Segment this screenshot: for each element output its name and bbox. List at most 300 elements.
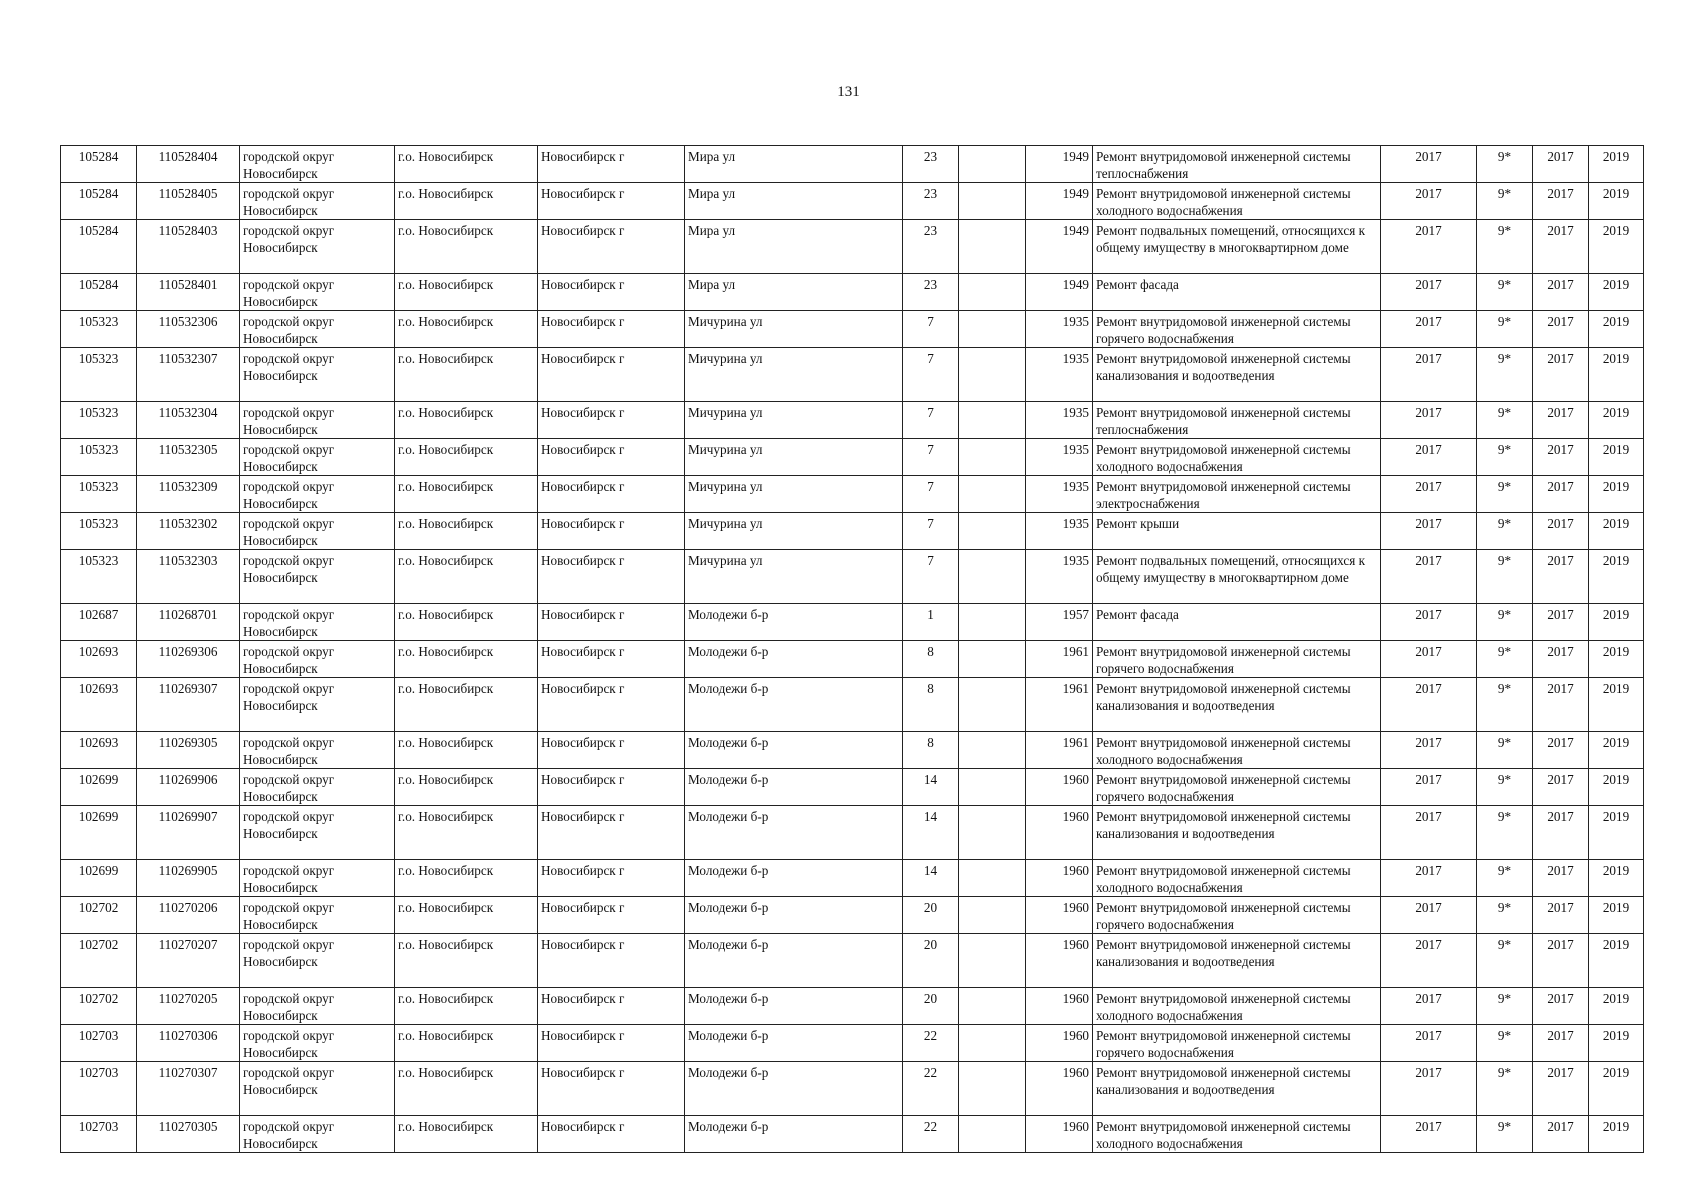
locality-cell: Новосибирск г xyxy=(538,183,685,220)
locality-cell: Новосибирск г xyxy=(538,146,685,183)
build-year-cell: 1961 xyxy=(1026,641,1093,678)
table-row xyxy=(61,274,1644,311)
house-number-cell: 14 xyxy=(903,806,959,860)
repair-register-table xyxy=(60,145,1644,1153)
build-year-cell: 1957 xyxy=(1026,604,1093,641)
street-cell: Молодежи б-р xyxy=(685,988,903,1025)
house-id-cell: 102699 xyxy=(61,769,137,806)
house-number-cell: 1 xyxy=(903,604,959,641)
house-id-cell: 105284 xyxy=(61,220,137,274)
plan-year-cell: 2017 xyxy=(1381,988,1477,1025)
build-year-cell: 1949 xyxy=(1026,183,1093,220)
end-year-cell: 2019 xyxy=(1589,348,1644,402)
plan-year-cell: 2017 xyxy=(1381,146,1477,183)
house-number-cell: 7 xyxy=(903,402,959,439)
street-cell: Мичурина ул xyxy=(685,311,903,348)
building-cell xyxy=(959,311,1026,348)
municipal-district-cell: городской округ Новосибирск xyxy=(240,402,395,439)
start-year-cell: 2017 xyxy=(1533,641,1589,678)
table-row xyxy=(61,732,1644,769)
work-type-cell: Ремонт внутридомовой инженерной системы канализования и водоотведения xyxy=(1093,348,1381,402)
settlement-cell: г.о. Новосибирск xyxy=(395,934,538,988)
municipal-district-cell: городской округ Новосибирск xyxy=(240,732,395,769)
street-cell: Молодежи б-р xyxy=(685,806,903,860)
table-row xyxy=(61,860,1644,897)
plan-year-cell: 2017 xyxy=(1381,183,1477,220)
municipal-district-cell: городской округ Новосибирск xyxy=(240,311,395,348)
house-id-cell: 102693 xyxy=(61,732,137,769)
municipal-district-cell: городской округ Новосибирск xyxy=(240,348,395,402)
locality-cell: Новосибирск г xyxy=(538,806,685,860)
work-id-cell: 110532309 xyxy=(137,476,240,513)
end-year-cell: 2019 xyxy=(1589,146,1644,183)
settlement-cell: г.о. Новосибирск xyxy=(395,988,538,1025)
table-row xyxy=(61,402,1644,439)
plan-year-cell: 2017 xyxy=(1381,769,1477,806)
street-cell: Мира ул xyxy=(685,146,903,183)
settlement-cell: г.о. Новосибирск xyxy=(395,769,538,806)
street-cell: Мичурина ул xyxy=(685,550,903,604)
start-year-cell: 2017 xyxy=(1533,769,1589,806)
plan-year-cell: 2017 xyxy=(1381,439,1477,476)
table-row xyxy=(61,146,1644,183)
house-number-cell: 7 xyxy=(903,476,959,513)
settlement-cell: г.о. Новосибирск xyxy=(395,604,538,641)
plan-year-cell: 2017 xyxy=(1381,476,1477,513)
house-id-cell: 102687 xyxy=(61,604,137,641)
plan-year-cell: 2017 xyxy=(1381,1116,1477,1153)
settlement-cell: г.о. Новосибирск xyxy=(395,806,538,860)
building-cell xyxy=(959,476,1026,513)
planned-value-cell: 9* xyxy=(1477,274,1533,311)
locality-cell: Новосибирск г xyxy=(538,1116,685,1153)
work-type-cell: Ремонт фасада xyxy=(1093,274,1381,311)
settlement-cell: г.о. Новосибирск xyxy=(395,897,538,934)
locality-cell: Новосибирск г xyxy=(538,934,685,988)
locality-cell: Новосибирск г xyxy=(538,769,685,806)
municipal-district-cell: городской округ Новосибирск xyxy=(240,678,395,732)
locality-cell: Новосибирск г xyxy=(538,1062,685,1116)
plan-year-cell: 2017 xyxy=(1381,220,1477,274)
build-year-cell: 1960 xyxy=(1026,988,1093,1025)
start-year-cell: 2017 xyxy=(1533,348,1589,402)
table-row xyxy=(61,1062,1644,1116)
municipal-district-cell: городской округ Новосибирск xyxy=(240,1025,395,1062)
table-row xyxy=(61,897,1644,934)
planned-value-cell: 9* xyxy=(1477,897,1533,934)
work-id-cell: 110528404 xyxy=(137,146,240,183)
locality-cell: Новосибирск г xyxy=(538,348,685,402)
building-cell xyxy=(959,183,1026,220)
work-id-cell: 110269906 xyxy=(137,769,240,806)
end-year-cell: 2019 xyxy=(1589,1025,1644,1062)
street-cell: Молодежи б-р xyxy=(685,678,903,732)
street-cell: Молодежи б-р xyxy=(685,897,903,934)
locality-cell: Новосибирск г xyxy=(538,988,685,1025)
locality-cell: Новосибирск г xyxy=(538,678,685,732)
work-id-cell: 110269305 xyxy=(137,732,240,769)
planned-value-cell: 9* xyxy=(1477,860,1533,897)
start-year-cell: 2017 xyxy=(1533,897,1589,934)
building-cell xyxy=(959,348,1026,402)
build-year-cell: 1935 xyxy=(1026,550,1093,604)
work-id-cell: 110532304 xyxy=(137,402,240,439)
end-year-cell: 2019 xyxy=(1589,732,1644,769)
end-year-cell: 2019 xyxy=(1589,769,1644,806)
plan-year-cell: 2017 xyxy=(1381,806,1477,860)
house-number-cell: 20 xyxy=(903,897,959,934)
build-year-cell: 1960 xyxy=(1026,860,1093,897)
street-cell: Мичурина ул xyxy=(685,476,903,513)
build-year-cell: 1960 xyxy=(1026,1062,1093,1116)
work-id-cell: 110268701 xyxy=(137,604,240,641)
start-year-cell: 2017 xyxy=(1533,513,1589,550)
work-id-cell: 110528401 xyxy=(137,274,240,311)
house-id-cell: 102693 xyxy=(61,641,137,678)
street-cell: Мичурина ул xyxy=(685,513,903,550)
table-row xyxy=(61,934,1644,988)
start-year-cell: 2017 xyxy=(1533,220,1589,274)
settlement-cell: г.о. Новосибирск xyxy=(395,550,538,604)
build-year-cell: 1960 xyxy=(1026,897,1093,934)
house-id-cell: 102699 xyxy=(61,806,137,860)
plan-year-cell: 2017 xyxy=(1381,732,1477,769)
end-year-cell: 2019 xyxy=(1589,311,1644,348)
house-number-cell: 8 xyxy=(903,678,959,732)
settlement-cell: г.о. Новосибирск xyxy=(395,220,538,274)
building-cell xyxy=(959,439,1026,476)
planned-value-cell: 9* xyxy=(1477,220,1533,274)
end-year-cell: 2019 xyxy=(1589,550,1644,604)
planned-value-cell: 9* xyxy=(1477,678,1533,732)
build-year-cell: 1949 xyxy=(1026,146,1093,183)
work-id-cell: 110269907 xyxy=(137,806,240,860)
work-type-cell: Ремонт подвальных помещений, относящихся к общему имуществу в многоквартирном доме xyxy=(1093,220,1381,274)
house-id-cell: 102702 xyxy=(61,988,137,1025)
work-id-cell: 110269905 xyxy=(137,860,240,897)
work-type-cell: Ремонт внутридомовой инженерной системы горячего водоснабжения xyxy=(1093,897,1381,934)
build-year-cell: 1935 xyxy=(1026,348,1093,402)
work-id-cell: 110270305 xyxy=(137,1116,240,1153)
build-year-cell: 1961 xyxy=(1026,732,1093,769)
house-id-cell: 105323 xyxy=(61,439,137,476)
municipal-district-cell: городской округ Новосибирск xyxy=(240,146,395,183)
house-number-cell: 7 xyxy=(903,439,959,476)
municipal-district-cell: городской округ Новосибирск xyxy=(240,513,395,550)
building-cell xyxy=(959,934,1026,988)
municipal-district-cell: городской округ Новосибирск xyxy=(240,439,395,476)
work-type-cell: Ремонт внутридомовой инженерной системы холодного водоснабжения xyxy=(1093,732,1381,769)
house-number-cell: 20 xyxy=(903,988,959,1025)
work-id-cell: 110528403 xyxy=(137,220,240,274)
work-id-cell: 110269307 xyxy=(137,678,240,732)
end-year-cell: 2019 xyxy=(1589,513,1644,550)
work-id-cell: 110532306 xyxy=(137,311,240,348)
build-year-cell: 1935 xyxy=(1026,513,1093,550)
street-cell: Мичурина ул xyxy=(685,439,903,476)
house-id-cell: 105323 xyxy=(61,402,137,439)
table-row xyxy=(61,348,1644,402)
work-type-cell: Ремонт внутридомовой инженерной системы холодного водоснабжения xyxy=(1093,860,1381,897)
work-type-cell: Ремонт внутридомовой инженерной системы электроснабжения xyxy=(1093,476,1381,513)
start-year-cell: 2017 xyxy=(1533,860,1589,897)
end-year-cell: 2019 xyxy=(1589,806,1644,860)
settlement-cell: г.о. Новосибирск xyxy=(395,1025,538,1062)
start-year-cell: 2017 xyxy=(1533,146,1589,183)
start-year-cell: 2017 xyxy=(1533,402,1589,439)
build-year-cell: 1960 xyxy=(1026,934,1093,988)
work-type-cell: Ремонт фасада xyxy=(1093,604,1381,641)
work-type-cell: Ремонт внутридомовой инженерной системы холодного водоснабжения xyxy=(1093,988,1381,1025)
start-year-cell: 2017 xyxy=(1533,934,1589,988)
house-number-cell: 14 xyxy=(903,769,959,806)
building-cell xyxy=(959,988,1026,1025)
settlement-cell: г.о. Новосибирск xyxy=(395,183,538,220)
build-year-cell: 1935 xyxy=(1026,402,1093,439)
build-year-cell: 1935 xyxy=(1026,311,1093,348)
work-type-cell: Ремонт внутридомовой инженерной системы канализования и водоотведения xyxy=(1093,806,1381,860)
planned-value-cell: 9* xyxy=(1477,146,1533,183)
table-row xyxy=(61,513,1644,550)
table-row xyxy=(61,183,1644,220)
house-id-cell: 102702 xyxy=(61,934,137,988)
end-year-cell: 2019 xyxy=(1589,641,1644,678)
street-cell: Молодежи б-р xyxy=(685,732,903,769)
house-number-cell: 8 xyxy=(903,641,959,678)
work-id-cell: 110269306 xyxy=(137,641,240,678)
settlement-cell: г.о. Новосибирск xyxy=(395,1116,538,1153)
street-cell: Молодежи б-р xyxy=(685,641,903,678)
build-year-cell: 1960 xyxy=(1026,1116,1093,1153)
municipal-district-cell: городской округ Новосибирск xyxy=(240,604,395,641)
end-year-cell: 2019 xyxy=(1589,183,1644,220)
street-cell: Молодежи б-р xyxy=(685,769,903,806)
building-cell xyxy=(959,604,1026,641)
street-cell: Молодежи б-р xyxy=(685,1062,903,1116)
municipal-district-cell: городской округ Новосибирск xyxy=(240,183,395,220)
table-row xyxy=(61,476,1644,513)
building-cell xyxy=(959,678,1026,732)
settlement-cell: г.о. Новосибирск xyxy=(395,146,538,183)
work-type-cell: Ремонт внутридомовой инженерной системы холодного водоснабжения xyxy=(1093,183,1381,220)
locality-cell: Новосибирск г xyxy=(538,641,685,678)
work-type-cell: Ремонт внутридомовой инженерной системы холодного водоснабжения xyxy=(1093,439,1381,476)
plan-year-cell: 2017 xyxy=(1381,604,1477,641)
planned-value-cell: 9* xyxy=(1477,988,1533,1025)
end-year-cell: 2019 xyxy=(1589,1116,1644,1153)
municipal-district-cell: городской округ Новосибирск xyxy=(240,476,395,513)
planned-value-cell: 9* xyxy=(1477,732,1533,769)
settlement-cell: г.о. Новосибирск xyxy=(395,513,538,550)
locality-cell: Новосибирск г xyxy=(538,220,685,274)
start-year-cell: 2017 xyxy=(1533,806,1589,860)
house-number-cell: 7 xyxy=(903,348,959,402)
building-cell xyxy=(959,1062,1026,1116)
start-year-cell: 2017 xyxy=(1533,732,1589,769)
house-id-cell: 105284 xyxy=(61,183,137,220)
house-number-cell: 23 xyxy=(903,146,959,183)
locality-cell: Новосибирск г xyxy=(538,476,685,513)
locality-cell: Новосибирск г xyxy=(538,311,685,348)
building-cell xyxy=(959,641,1026,678)
build-year-cell: 1961 xyxy=(1026,678,1093,732)
house-id-cell: 102703 xyxy=(61,1062,137,1116)
work-type-cell: Ремонт внутридомовой инженерной системы холодного водоснабжения xyxy=(1093,1116,1381,1153)
plan-year-cell: 2017 xyxy=(1381,402,1477,439)
start-year-cell: 2017 xyxy=(1533,1025,1589,1062)
work-id-cell: 110532303 xyxy=(137,550,240,604)
building-cell xyxy=(959,550,1026,604)
settlement-cell: г.о. Новосибирск xyxy=(395,476,538,513)
building-cell xyxy=(959,220,1026,274)
work-type-cell: Ремонт внутридомовой инженерной системы канализования и водоотведения xyxy=(1093,934,1381,988)
street-cell: Мира ул xyxy=(685,274,903,311)
house-number-cell: 7 xyxy=(903,311,959,348)
planned-value-cell: 9* xyxy=(1477,1025,1533,1062)
build-year-cell: 1949 xyxy=(1026,220,1093,274)
start-year-cell: 2017 xyxy=(1533,678,1589,732)
work-type-cell: Ремонт крыши xyxy=(1093,513,1381,550)
work-id-cell: 110532302 xyxy=(137,513,240,550)
settlement-cell: г.о. Новосибирск xyxy=(395,732,538,769)
house-number-cell: 14 xyxy=(903,860,959,897)
planned-value-cell: 9* xyxy=(1477,641,1533,678)
table-row xyxy=(61,641,1644,678)
house-number-cell: 22 xyxy=(903,1116,959,1153)
end-year-cell: 2019 xyxy=(1589,678,1644,732)
settlement-cell: г.о. Новосибирск xyxy=(395,402,538,439)
plan-year-cell: 2017 xyxy=(1381,678,1477,732)
house-id-cell: 102702 xyxy=(61,897,137,934)
start-year-cell: 2017 xyxy=(1533,311,1589,348)
page-number: 131 xyxy=(837,84,860,100)
locality-cell: Новосибирск г xyxy=(538,1025,685,1062)
building-cell xyxy=(959,769,1026,806)
house-number-cell: 8 xyxy=(903,732,959,769)
work-id-cell: 110270205 xyxy=(137,988,240,1025)
house-id-cell: 102699 xyxy=(61,860,137,897)
work-type-cell: Ремонт внутридомовой инженерной системы теплоснабжения xyxy=(1093,146,1381,183)
house-id-cell: 105323 xyxy=(61,513,137,550)
table-row xyxy=(61,678,1644,732)
end-year-cell: 2019 xyxy=(1589,476,1644,513)
end-year-cell: 2019 xyxy=(1589,402,1644,439)
building-cell xyxy=(959,274,1026,311)
building-cell xyxy=(959,806,1026,860)
settlement-cell: г.о. Новосибирск xyxy=(395,678,538,732)
building-cell xyxy=(959,146,1026,183)
municipal-district-cell: городской округ Новосибирск xyxy=(240,897,395,934)
planned-value-cell: 9* xyxy=(1477,769,1533,806)
building-cell xyxy=(959,1116,1026,1153)
municipal-district-cell: городской округ Новосибирск xyxy=(240,220,395,274)
plan-year-cell: 2017 xyxy=(1381,348,1477,402)
settlement-cell: г.о. Новосибирск xyxy=(395,348,538,402)
start-year-cell: 2017 xyxy=(1533,183,1589,220)
street-cell: Молодежи б-р xyxy=(685,1116,903,1153)
planned-value-cell: 9* xyxy=(1477,402,1533,439)
plan-year-cell: 2017 xyxy=(1381,1025,1477,1062)
table-row xyxy=(61,769,1644,806)
locality-cell: Новосибирск г xyxy=(538,860,685,897)
end-year-cell: 2019 xyxy=(1589,897,1644,934)
municipal-district-cell: городской округ Новосибирск xyxy=(240,934,395,988)
planned-value-cell: 9* xyxy=(1477,311,1533,348)
locality-cell: Новосибирск г xyxy=(538,732,685,769)
locality-cell: Новосибирск г xyxy=(538,604,685,641)
start-year-cell: 2017 xyxy=(1533,274,1589,311)
start-year-cell: 2017 xyxy=(1533,1062,1589,1116)
build-year-cell: 1949 xyxy=(1026,274,1093,311)
planned-value-cell: 9* xyxy=(1477,1062,1533,1116)
house-number-cell: 20 xyxy=(903,934,959,988)
planned-value-cell: 9* xyxy=(1477,934,1533,988)
plan-year-cell: 2017 xyxy=(1381,311,1477,348)
table-row xyxy=(61,1116,1644,1153)
house-id-cell: 102703 xyxy=(61,1116,137,1153)
locality-cell: Новосибирск г xyxy=(538,550,685,604)
house-number-cell: 7 xyxy=(903,550,959,604)
work-type-cell: Ремонт внутридомовой инженерной системы теплоснабжения xyxy=(1093,402,1381,439)
end-year-cell: 2019 xyxy=(1589,1062,1644,1116)
locality-cell: Новосибирск г xyxy=(538,439,685,476)
table-row xyxy=(61,311,1644,348)
municipal-district-cell: городской округ Новосибирск xyxy=(240,860,395,897)
municipal-district-cell: городской округ Новосибирск xyxy=(240,274,395,311)
table-body xyxy=(61,146,1644,1153)
plan-year-cell: 2017 xyxy=(1381,1062,1477,1116)
planned-value-cell: 9* xyxy=(1477,1116,1533,1153)
house-number-cell: 23 xyxy=(903,220,959,274)
start-year-cell: 2017 xyxy=(1533,1116,1589,1153)
work-id-cell: 110270306 xyxy=(137,1025,240,1062)
house-id-cell: 102703 xyxy=(61,1025,137,1062)
plan-year-cell: 2017 xyxy=(1381,860,1477,897)
house-id-cell: 102693 xyxy=(61,678,137,732)
plan-year-cell: 2017 xyxy=(1381,274,1477,311)
settlement-cell: г.о. Новосибирск xyxy=(395,860,538,897)
street-cell: Молодежи б-р xyxy=(685,1025,903,1062)
municipal-district-cell: городской округ Новосибирск xyxy=(240,769,395,806)
building-cell xyxy=(959,860,1026,897)
plan-year-cell: 2017 xyxy=(1381,934,1477,988)
build-year-cell: 1960 xyxy=(1026,806,1093,860)
building-cell xyxy=(959,402,1026,439)
end-year-cell: 2019 xyxy=(1589,274,1644,311)
work-id-cell: 110528405 xyxy=(137,183,240,220)
table-row xyxy=(61,806,1644,860)
locality-cell: Новосибирск г xyxy=(538,274,685,311)
house-id-cell: 105284 xyxy=(61,146,137,183)
work-id-cell: 110270206 xyxy=(137,897,240,934)
plan-year-cell: 2017 xyxy=(1381,550,1477,604)
street-cell: Молодежи б-р xyxy=(685,934,903,988)
table-row xyxy=(61,988,1644,1025)
municipal-district-cell: городской округ Новосибирск xyxy=(240,988,395,1025)
work-id-cell: 110532307 xyxy=(137,348,240,402)
planned-value-cell: 9* xyxy=(1477,604,1533,641)
end-year-cell: 2019 xyxy=(1589,860,1644,897)
house-id-cell: 105323 xyxy=(61,348,137,402)
table-row xyxy=(61,604,1644,641)
building-cell xyxy=(959,897,1026,934)
planned-value-cell: 9* xyxy=(1477,348,1533,402)
settlement-cell: г.о. Новосибирск xyxy=(395,274,538,311)
start-year-cell: 2017 xyxy=(1533,550,1589,604)
municipal-district-cell: городской округ Новосибирск xyxy=(240,806,395,860)
settlement-cell: г.о. Новосибирск xyxy=(395,641,538,678)
house-number-cell: 23 xyxy=(903,274,959,311)
